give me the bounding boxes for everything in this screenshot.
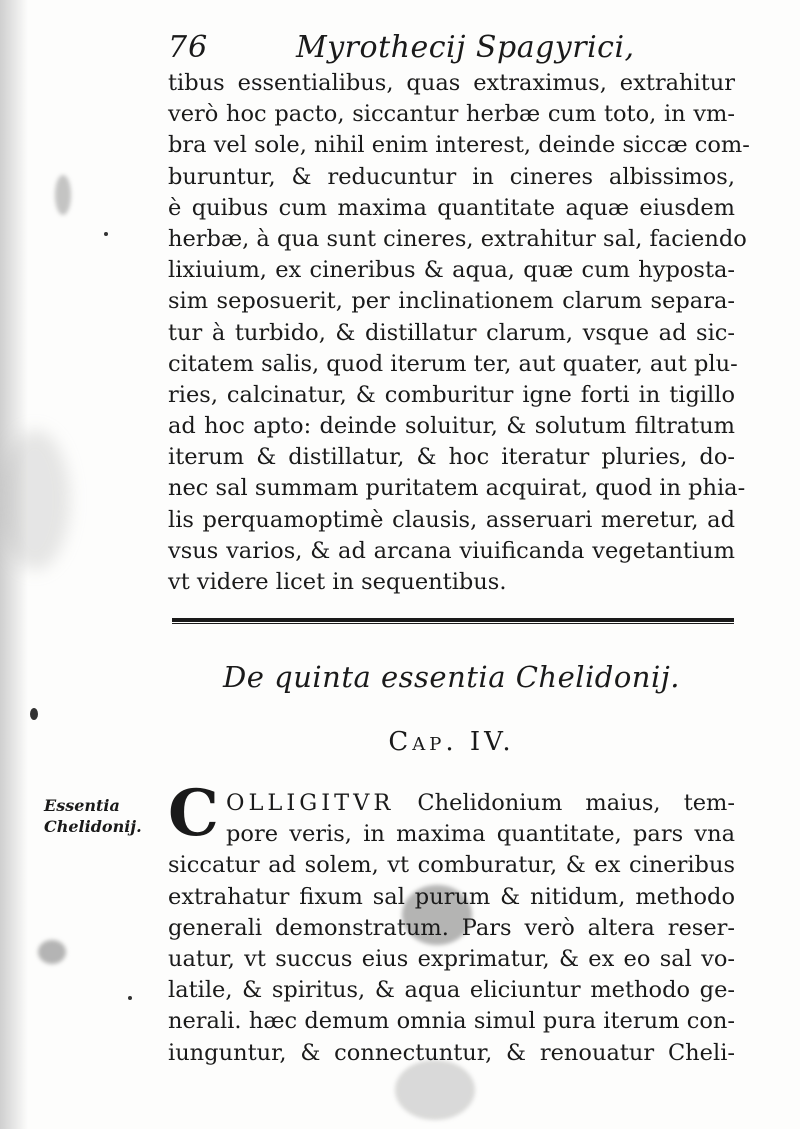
ink-speck xyxy=(128,996,132,1000)
paragraph-1 xyxy=(168,68,750,598)
chapter-heading: Cap. IV. xyxy=(388,727,515,757)
text-line: vt videre licet in sequentibus. xyxy=(168,569,507,595)
text-line: verò hoc pacto, siccantur herbæ cum toto, in vm- xyxy=(168,101,735,128)
text-line-first xyxy=(168,788,735,819)
text-line: tibus essentialibus, quas extraximus, extrahitur xyxy=(168,70,735,96)
text-line: lixiuium, ex cineribus & aqua, quæ cum hyposta- xyxy=(168,257,735,284)
paper-stain xyxy=(0,430,70,570)
running-title: Myrothecij Spagyrici, xyxy=(296,30,635,65)
text-line: iunguntur, & connectuntur, & renouatur Cheli- xyxy=(168,1039,735,1066)
text-line: citatem salis, quod iterum ter, aut quater, aut plu- xyxy=(168,350,738,377)
paragraph-2 xyxy=(168,788,735,1069)
text-line: siccatur ad solem, vt comburatur, & ex cineribus xyxy=(168,852,735,879)
text-line: uatur, vt succus eius exprimatur, & ex eo sal vo- xyxy=(168,945,735,972)
page-header xyxy=(168,22,728,70)
text-line: pore veris, in maxima quantitate, pars vna xyxy=(226,821,735,848)
text-line: extrahatur fixum sal purum & nitidum, methodo xyxy=(168,883,735,910)
text-line: vsus varios, & ad arcana viuificanda vegetantium xyxy=(168,537,735,564)
divider-thin-rule xyxy=(172,623,734,624)
text-line: nerali. hæc demum omnia simul pura iterum con- xyxy=(168,1008,735,1035)
text-line: generali demonstratum. Pars verò altera reser- xyxy=(168,914,735,941)
text-line: è quibus cum maxima quantitate aquæ eiusdem xyxy=(168,194,735,221)
paper-stain xyxy=(55,175,71,215)
text-line: lis perquamoptimè clausis, asseruari meretur, ad xyxy=(168,506,735,533)
drop-cap: C xyxy=(168,776,219,851)
page-number: 76 xyxy=(168,30,209,65)
text-line: tur à turbido, & distillatur clarum, vsque ad sic- xyxy=(168,319,735,346)
marginal-note xyxy=(44,795,154,837)
text-line: herbæ, à qua sunt cineres, extrahitur sal, faciendo xyxy=(168,225,747,252)
paper-stain xyxy=(395,1060,475,1120)
section-divider xyxy=(172,617,734,625)
section-title: De quinta essentia Chelidonij. xyxy=(223,660,680,694)
text-line: buruntur, & reducuntur in cineres albissimos, xyxy=(168,163,735,190)
paper-stain xyxy=(38,940,66,964)
text-line: ad hoc apto: deinde soluitur, & solutum filtratum xyxy=(168,413,735,440)
ink-speck xyxy=(104,232,108,236)
text-line: iterum & distillatur, & hoc iteratur pluries, do- xyxy=(168,444,735,471)
ink-speck xyxy=(30,708,38,720)
text-line: bra vel sole, nihil enim interest, deinde siccæ com- xyxy=(168,132,750,159)
opening-word: OLLIGITVR xyxy=(226,790,395,816)
text-line: sim seposuerit, per inclinationem clarum separa- xyxy=(168,288,735,315)
divider-thick-rule xyxy=(172,618,734,622)
text-line: ries, calcinatur, & comburitur igne forti in tigillo xyxy=(168,381,735,408)
marginal-note-line: Chelidonij. xyxy=(44,817,142,836)
text-line: nec sal summam puritatem acquirat, quod in phia- xyxy=(168,475,746,502)
marginal-note-line: Essentia xyxy=(44,796,120,815)
text-line: latile, & spiritus, & aqua eliciuntur methodo ge- xyxy=(168,977,735,1004)
opening-line-rest: Chelidonium maius, tem- xyxy=(417,790,735,816)
